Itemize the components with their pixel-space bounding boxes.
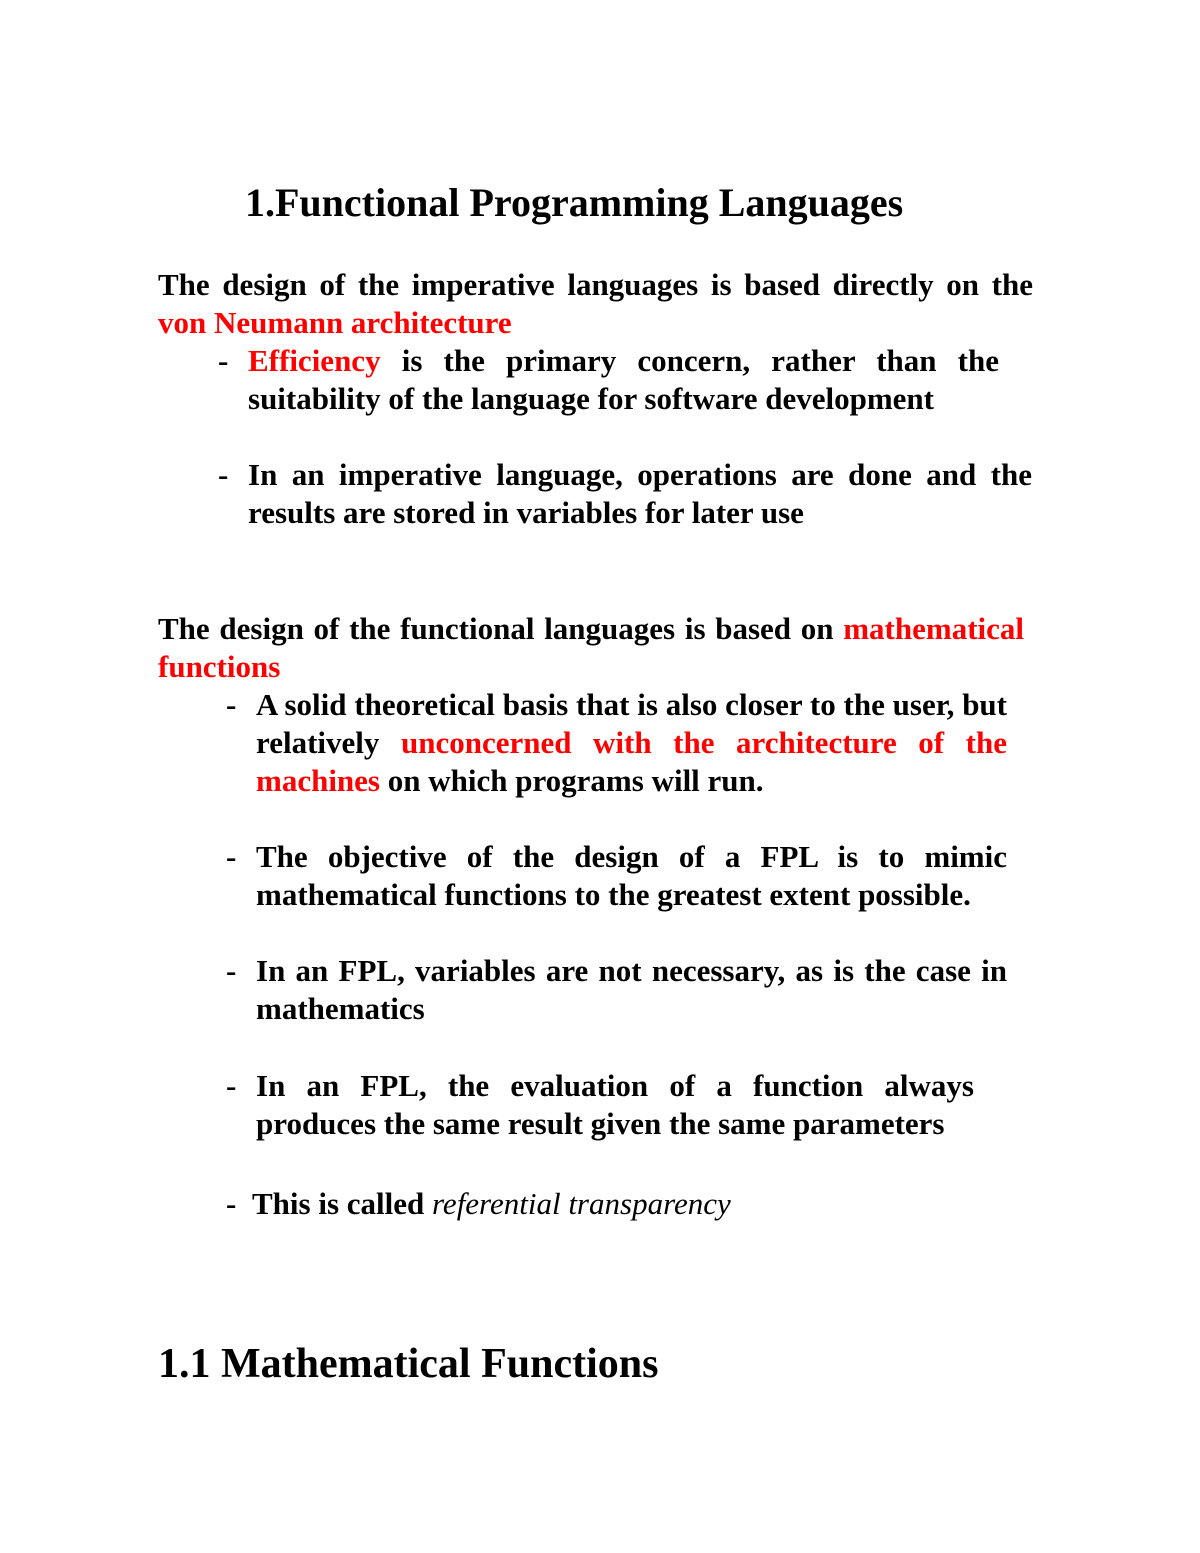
bullet-text: The objective of the design of a FPL is to mimic mathematical functions to the greatest extent possible. (256, 839, 1007, 912)
imperative-intro (158, 266, 1033, 342)
functional-intro (158, 610, 1024, 686)
mathematical-functions-highlight: mathematical functions (158, 611, 1025, 684)
efficiency-highlight: Efficiency (248, 343, 381, 378)
bullet-dash: - (218, 457, 229, 492)
bullet-body (252, 1185, 1007, 1223)
bullet-dash: - (226, 1068, 237, 1103)
functional-bullet-evaluation (226, 1067, 974, 1143)
page-title: 1.Functional Programming Languages (245, 180, 904, 225)
bullet-body (248, 342, 999, 418)
referential-transparency-emphasis: referential transparency (432, 1186, 731, 1221)
bullet-text-before: This is called (252, 1186, 425, 1221)
von-neumann-highlight: von Neumann architecture (158, 305, 512, 340)
imperative-intro-text: The design of the imperative languages is based directly on the (158, 267, 1033, 302)
bullet-text-after: on which programs will run. (387, 763, 764, 798)
bullet-dash: - (226, 687, 237, 722)
bullet-text: In an FPL, variables are not necessary, as is the case in mathematics (256, 953, 1007, 1026)
bullet-text-before: A solid theoretical basis that is also closer to the user, but relatively (256, 687, 1007, 760)
functional-bullet-theoretical-basis (226, 686, 1007, 800)
bullet-text: In an FPL, the evaluation of a function always produces the same result given the same parameters (256, 1068, 974, 1141)
bullet-text: is the primary concern, rather than the suitability of the language for software development (248, 343, 999, 416)
bullet-dash: - (226, 839, 237, 874)
functional-bullet-referential (226, 1185, 1007, 1223)
functional-bullet-objective (226, 838, 1007, 914)
functional-bullet-variables (226, 952, 1007, 1028)
unconcerned-highlight: unconcerned with the architecture of the machines (256, 725, 1008, 798)
functional-intro-text: The design of the functional languages is based on (158, 611, 834, 646)
bullet-dash: - (226, 1186, 237, 1221)
bullet-body (256, 686, 1007, 800)
imperative-bullet-operations (218, 456, 1032, 532)
section-heading: 1.1 Mathematical Functions (158, 1341, 659, 1387)
bullet-text: In an imperative language, operations are done and the results are stored in variables for later use (248, 457, 1032, 530)
bullet-dash: - (226, 953, 237, 988)
imperative-bullet-efficiency (218, 342, 999, 418)
bullet-dash: - (218, 343, 229, 378)
